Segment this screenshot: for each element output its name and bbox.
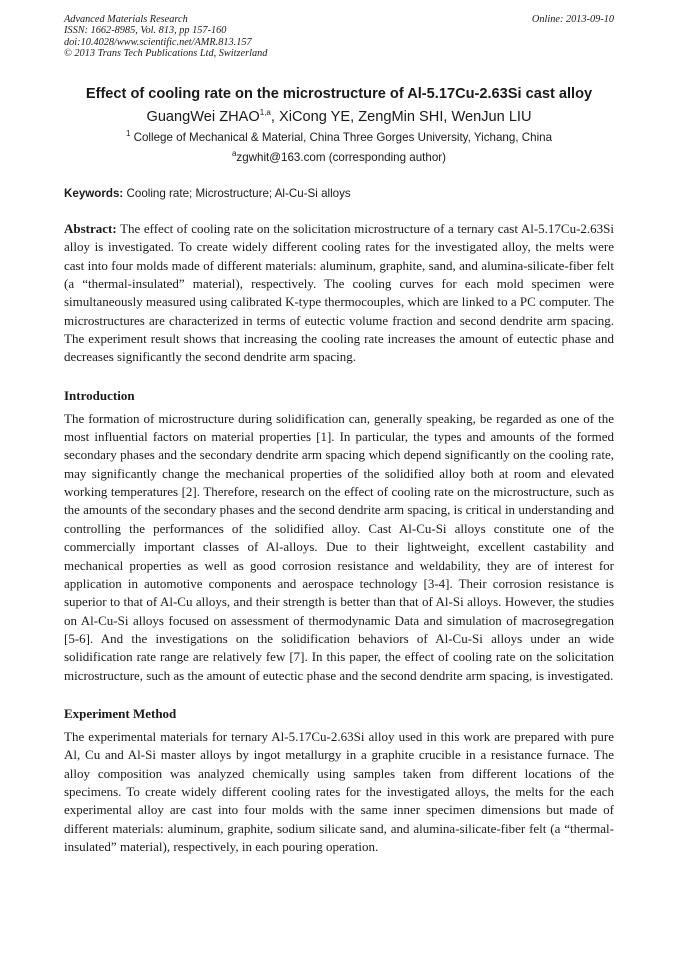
keywords-text: Cooling rate; Microstructure; Al-Cu-Si alloys [123, 187, 351, 200]
keywords-label: Keywords: [64, 187, 124, 200]
other-authors: , XiCong YE, ZengMin SHI, WenJun LIU [270, 109, 532, 125]
email-mark: a [231, 149, 237, 159]
first-author-affiliation-mark: 1,a [259, 108, 271, 118]
abstract [64, 220, 614, 367]
introduction-text: The formation of microstructure during solidification can, generally speaking, be regarded as one of the most influential factors on material properties [1]. In particular, the types and amounts of the formed secondary phases and the secondary dendrite arm spacing which depend significantly on the cooling rate, may significantly change the mechanical properties of the solidified alloy both at room and elevated working temperatures [2]. Therefore, research on the effect of cooling rate on the microstructure, such as the amounts of the secondary phases and the second dendrite arm spacing, is critical in understanding and controlling the performances of the solidified alloy. Cast Al-Cu-Si alloys constitute one of the commercially important classes of Al-alloys. Due to their lightweight, excellent castability and mechanical properties as well as good corrosion resistance and weldability, they are of interest for application in automotive components and aerospace technology [3-4]. Their corrosion resistance is superior to that of Al-Cu alloys, and their strength is better than that of Al-Si alloys. However, the studies on Al-Cu-Si alloys focused on assessment of thermodynamic Data and simulation of macrosegregation [5-6]. And the investigations on the solidification behaviors of Al-Cu-Si alloys under an wide solidification rate range are relatively few [7]. In this paper, the effect of cooling rate on the solicitation microstructure, such as the amount of eutectic phase and the second dendrite arm spacing, is investigated. [64, 410, 614, 683]
journal-copyright: © 2013 Trans Tech Publications Ltd, Switzerland [64, 48, 268, 60]
affiliation [64, 130, 614, 146]
paper-title: Effect of cooling rate on the microstructure of Al-5.17Cu-2.63Si cast alloy [85, 86, 593, 102]
email-text: zgwhit@163.com (corresponding author) [236, 151, 447, 164]
affiliation-text: College of Mechanical & Material, China Three Gorges University, Yichang, China [130, 131, 553, 144]
author-list [64, 107, 614, 127]
abstract-label: Abstract: [64, 221, 117, 236]
online-date: Online: 2013-09-10 [531, 14, 614, 25]
first-author: GuangWei ZHAO [146, 109, 260, 125]
journal-doi: doi:10.4028/www.scientific.net/AMR.813.157 [64, 36, 252, 48]
keywords [64, 186, 614, 202]
affiliation-mark: 1 [125, 129, 131, 139]
corresponding-email [64, 150, 614, 166]
journal-info [64, 14, 267, 60]
journal-name: Advanced Materials Research [64, 14, 188, 25]
journal-header [64, 14, 614, 70]
introduction-heading: Introduction [64, 387, 135, 403]
paper-page [64, 14, 614, 856]
abstract-text: The effect of cooling rate on the solicitation microstructure of a ternary cast Al-5.17Cu-2.63Si alloy is investigated. To create widely different cooling rates for the investigated alloy, the melts were cast into four molds made of different materials: aluminum, graphite, sand, and alumina-silicate-fiber felt (a “thermal-insulated” material), respectively. The cooling curves for each mold specimen were simultaneously measured using calibrated K-type thermocouples, which are linked to a PC computer. The microstructures are characterized in terms of eutectic volume fraction and second dendrite arm spacing. The experiment result shows that increasing the cooling rate increases the amount of eutectic phase and decreases significantly the second dendrite arm spacing. [64, 221, 614, 365]
experiment-heading: Experiment Method [64, 705, 177, 721]
experiment-text: The experimental materials for ternary Al-5.17Cu-2.63Si alloy used in this work are prepared with pure Al, Cu and Al-Si master alloys by ingot metallurgy in a graphite crucible in a resistance furnace. The alloy composition was analyzed chemically using samples taken from different locations of the specimens. To create widely different cooling rates for the investigated alloys, the melts for the each experimental alloy are cast into four molds with the same inner specimen dimensions but made of different materials: aluminum, graphite, sodium silicate sand, and alumina-silicate-fiber felt (a “thermal-insulated” material), respectively, in each pouring operation. [64, 728, 614, 854]
journal-issn: ISSN: 1662-8985, Vol. 813, pp 157-160 [64, 25, 227, 37]
